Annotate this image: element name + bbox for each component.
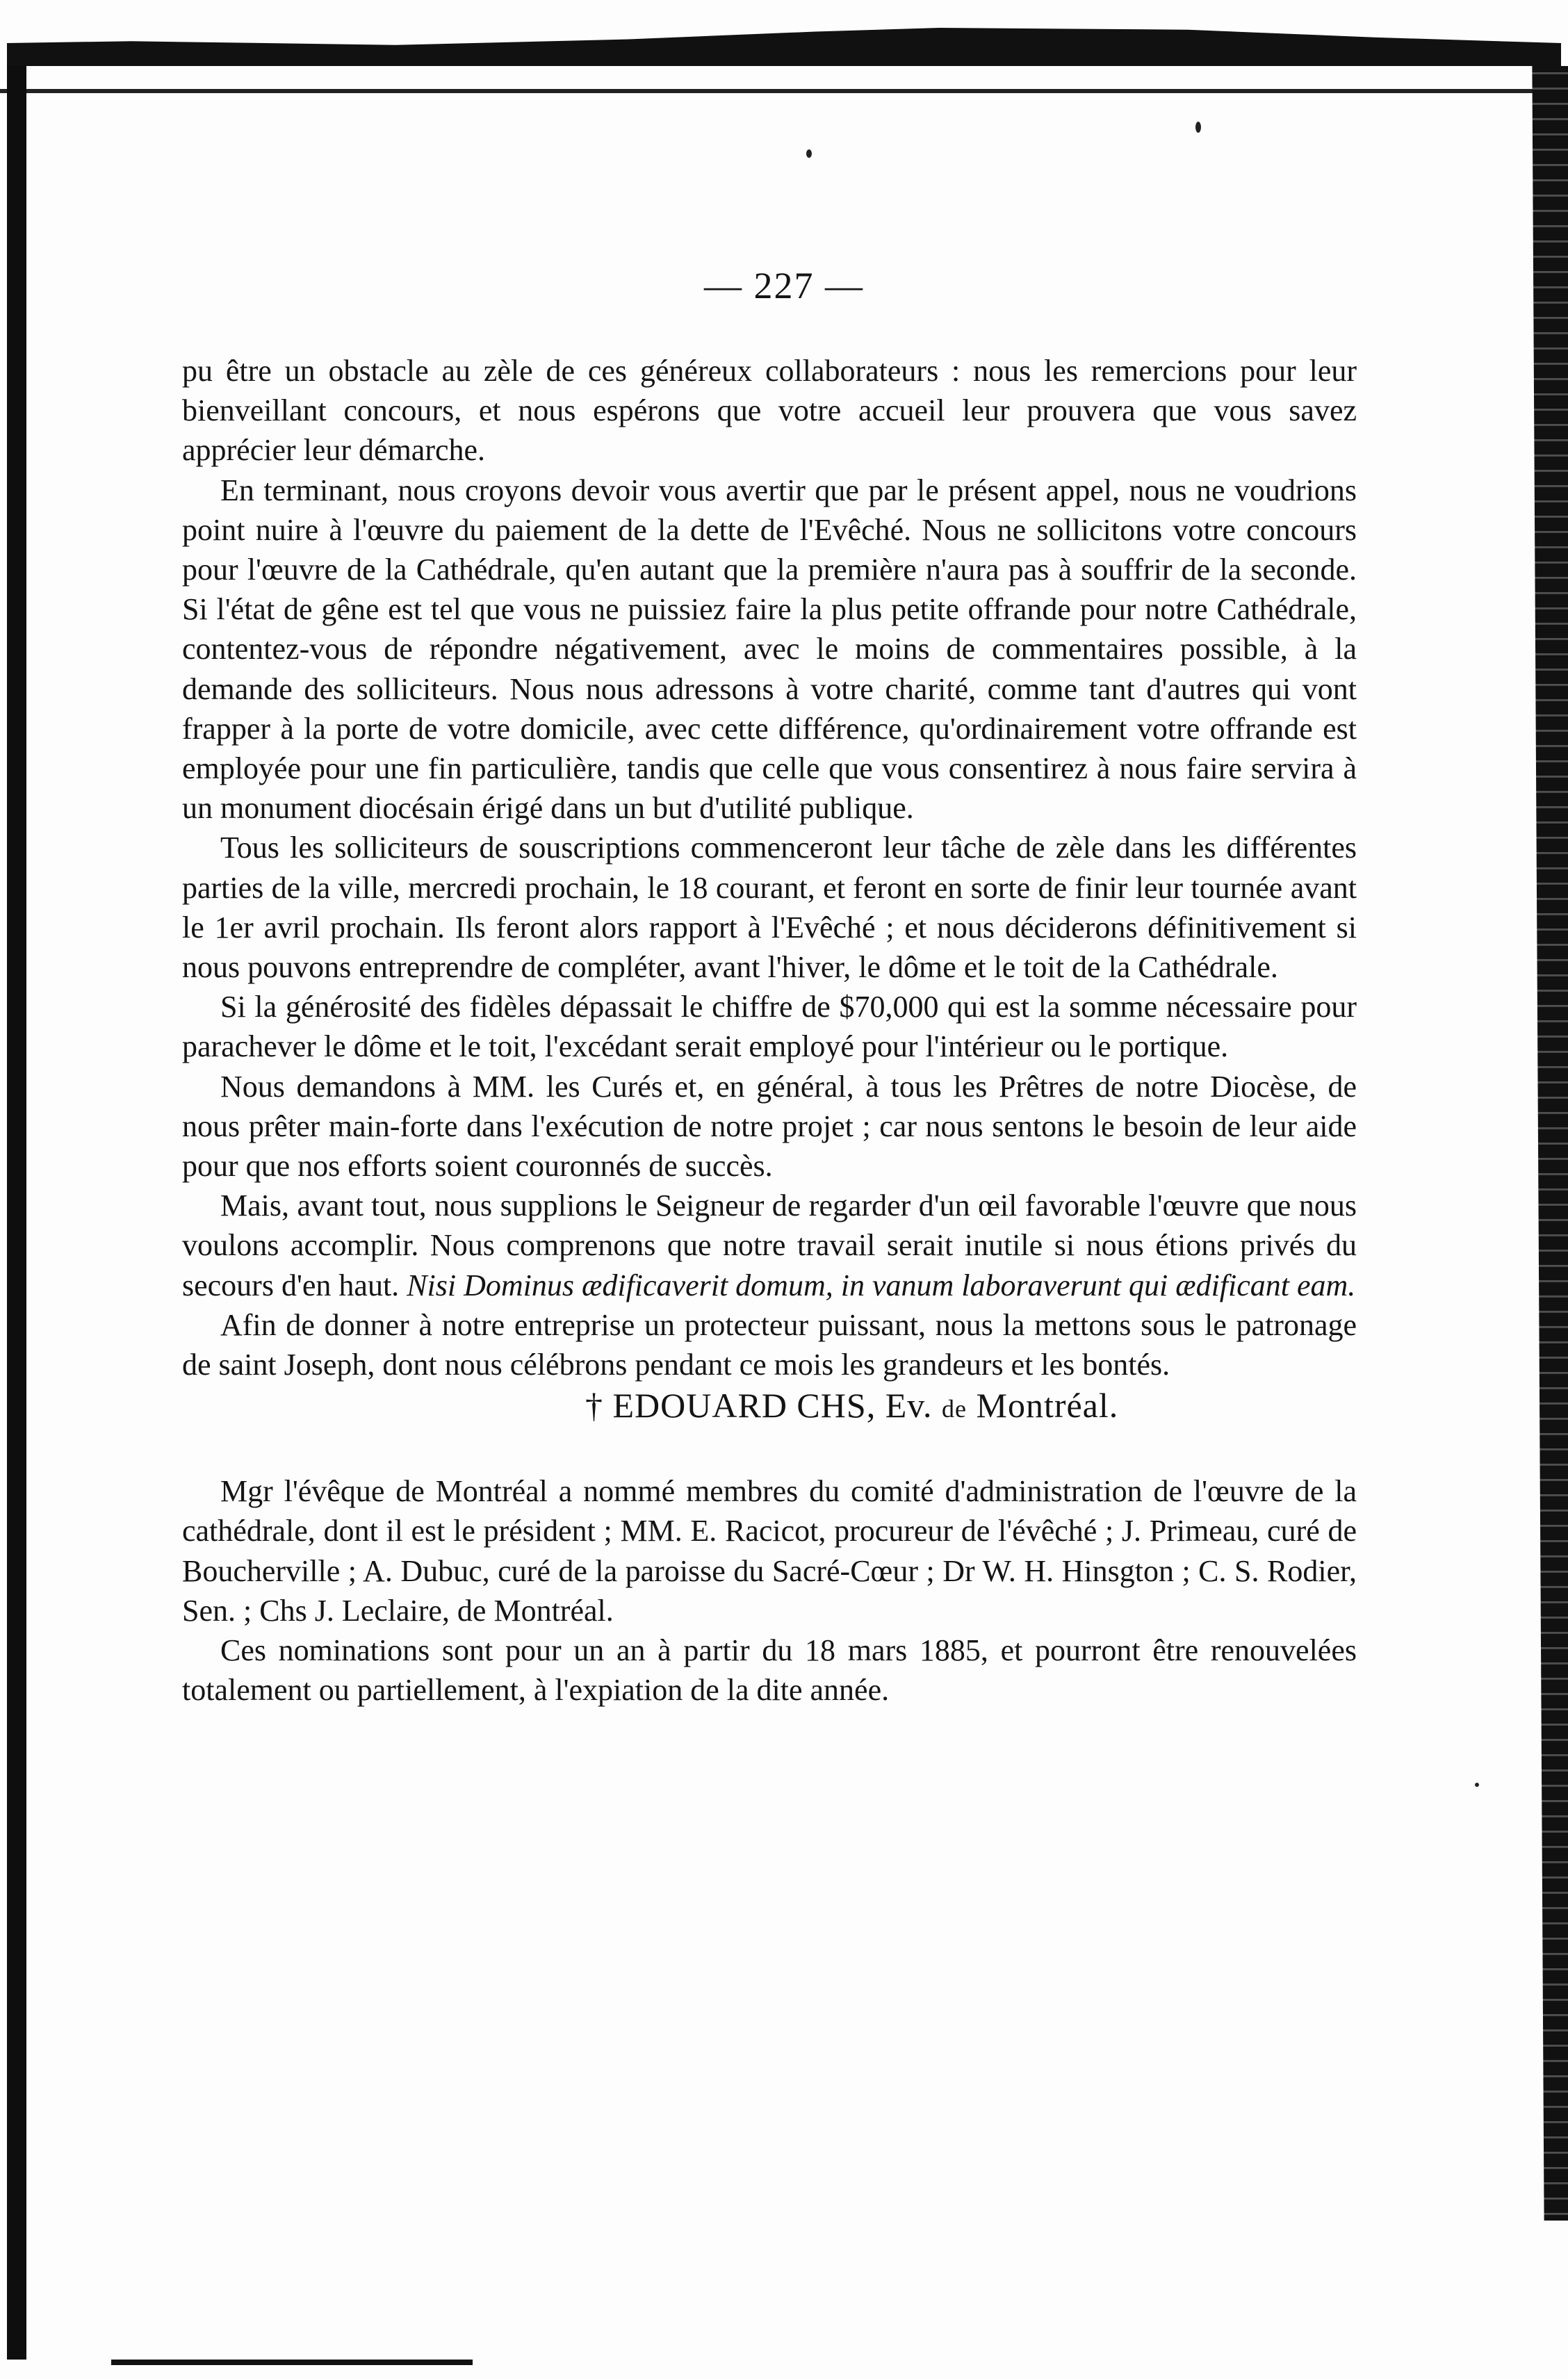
signature-see: Montréal. — [976, 1386, 1119, 1425]
paragraph: Afin de donner à notre entreprise un protecteur puissant, nous la mettons sous le patronage de saint Joseph, dont nous célébrons pendant ce mois les grandeurs et les bontés. — [182, 1307, 1357, 1382]
signature-de: de — [942, 1395, 967, 1423]
signature-name: † EDOUARD CHS, Ev. — [585, 1386, 933, 1425]
scan-speck — [806, 149, 812, 158]
paragraph-with-latin-quote — [182, 1186, 1357, 1305]
page-number: — 227 — — [704, 265, 864, 306]
latin-quote: Nisi Dominus ædificaverit domum, in vanum laboraverunt qui ædificant eam. — [407, 1268, 1356, 1302]
scan-left-border — [7, 66, 26, 2360]
paragraph: pu être un obstacle au zèle de ces généreux collaborateurs : nous les remercions pour leur bienveillant concours, et nous espérons que votre accueil leur prouvera que vous savez apprécier leur démarche. — [182, 354, 1357, 468]
paragraph: Ces nominations sont pour un an à partir du 18 mars 1885, et pourront être renouvelées totalement ou partiellement, à l'expiation de la dite année. — [182, 1633, 1357, 1708]
scan-speck — [1195, 122, 1201, 133]
committee-announcement — [182, 1471, 1357, 1710]
paragraph: Nous demandons à MM. les Curés et, en général, à tous les Prêtres de notre Diocèse, de nous prêter main-forte dans l'exécution de notre projet ; car nous sentons le besoin de leur aide pour que nos efforts soient couronnés de succès. — [182, 1069, 1357, 1184]
paragraph: Si la générosité des fidèles dépassait le chiffre de $70,000 qui est la somme nécessaire pour parachever le dôme et le toit, l'excédant serait employé pour l'intérieur ou le portique. — [182, 990, 1357, 1064]
paragraph-text: Mais, avant tout, nous supplions le Seigneur de regarder d'un œil favorable l'œuvre que nous voulons accomplir. Nous comprenons que notre travail serait inutile si nous étions privés du secours d'en haut. — [182, 1188, 1357, 1302]
scan-top-rule — [0, 89, 1568, 93]
signature — [182, 1384, 1357, 1430]
scan-right-border — [1508, 66, 1568, 2221]
scan-bottom-rule — [111, 2360, 473, 2365]
paragraph: Mgr l'évêque de Montréal a nommé membres du comité d'administration de l'œuvre de la cathédrale, dont il est le président ; MM. E. Racicot, procureur de l'évêché ; J. Primeau, curé de Boucherville ; A. Dubuc, curé de la paroisse du Sacré-Cœur ; Dr W. H. Hinsgton ; C. S. Rodier, Sen. ; Chs J. Leclaire, de Montréal. — [182, 1474, 1357, 1628]
body-text — [182, 351, 1357, 1710]
paragraph: En terminant, nous croyons devoir vous avertir que par le présent appel, nous ne voudrions point nuire à l'œuvre du paiement de la dette de l'Evêché. Nous ne sollicitons votre concours pour l'œuvre de la Cathédrale, qu'en autant que la première n'aura pas à souffrir de la seconde. Si l'état de gêne est tel que vous ne puissiez faire la plus petite offrande pour notre Cathédrale, contentez-vous de répondre négativement, avec le moins de commentaires possible, à la demande des solliciteurs. Nous nous adressons à votre charité, comme tant d'autres qui vont frapper à la porte de votre domicile, avec cette différence, qu'ordinairement votre offrande est employée pour une fin particulière, tandis que celle que vous consentirez à nous faire servira à un monument diocésain érigé dans un but d'utilité publique. — [182, 473, 1357, 826]
scan-speck — [1475, 1783, 1479, 1787]
paragraph: Tous les solliciteurs de souscriptions commenceront leur tâche de zèle dans les différentes parties de la ville, mercredi prochain, le 18 courant, et feront en sorte de finir leur tournée avant le 1er avril prochain. Ils feront alors rapport à l'Evêché ; et nous déciderons définitivement si nous pouvons entreprendre de compléter, avant l'hiver, le dôme et le toit de la Cathédrale. — [182, 831, 1357, 985]
scan-top-border — [7, 28, 1561, 66]
